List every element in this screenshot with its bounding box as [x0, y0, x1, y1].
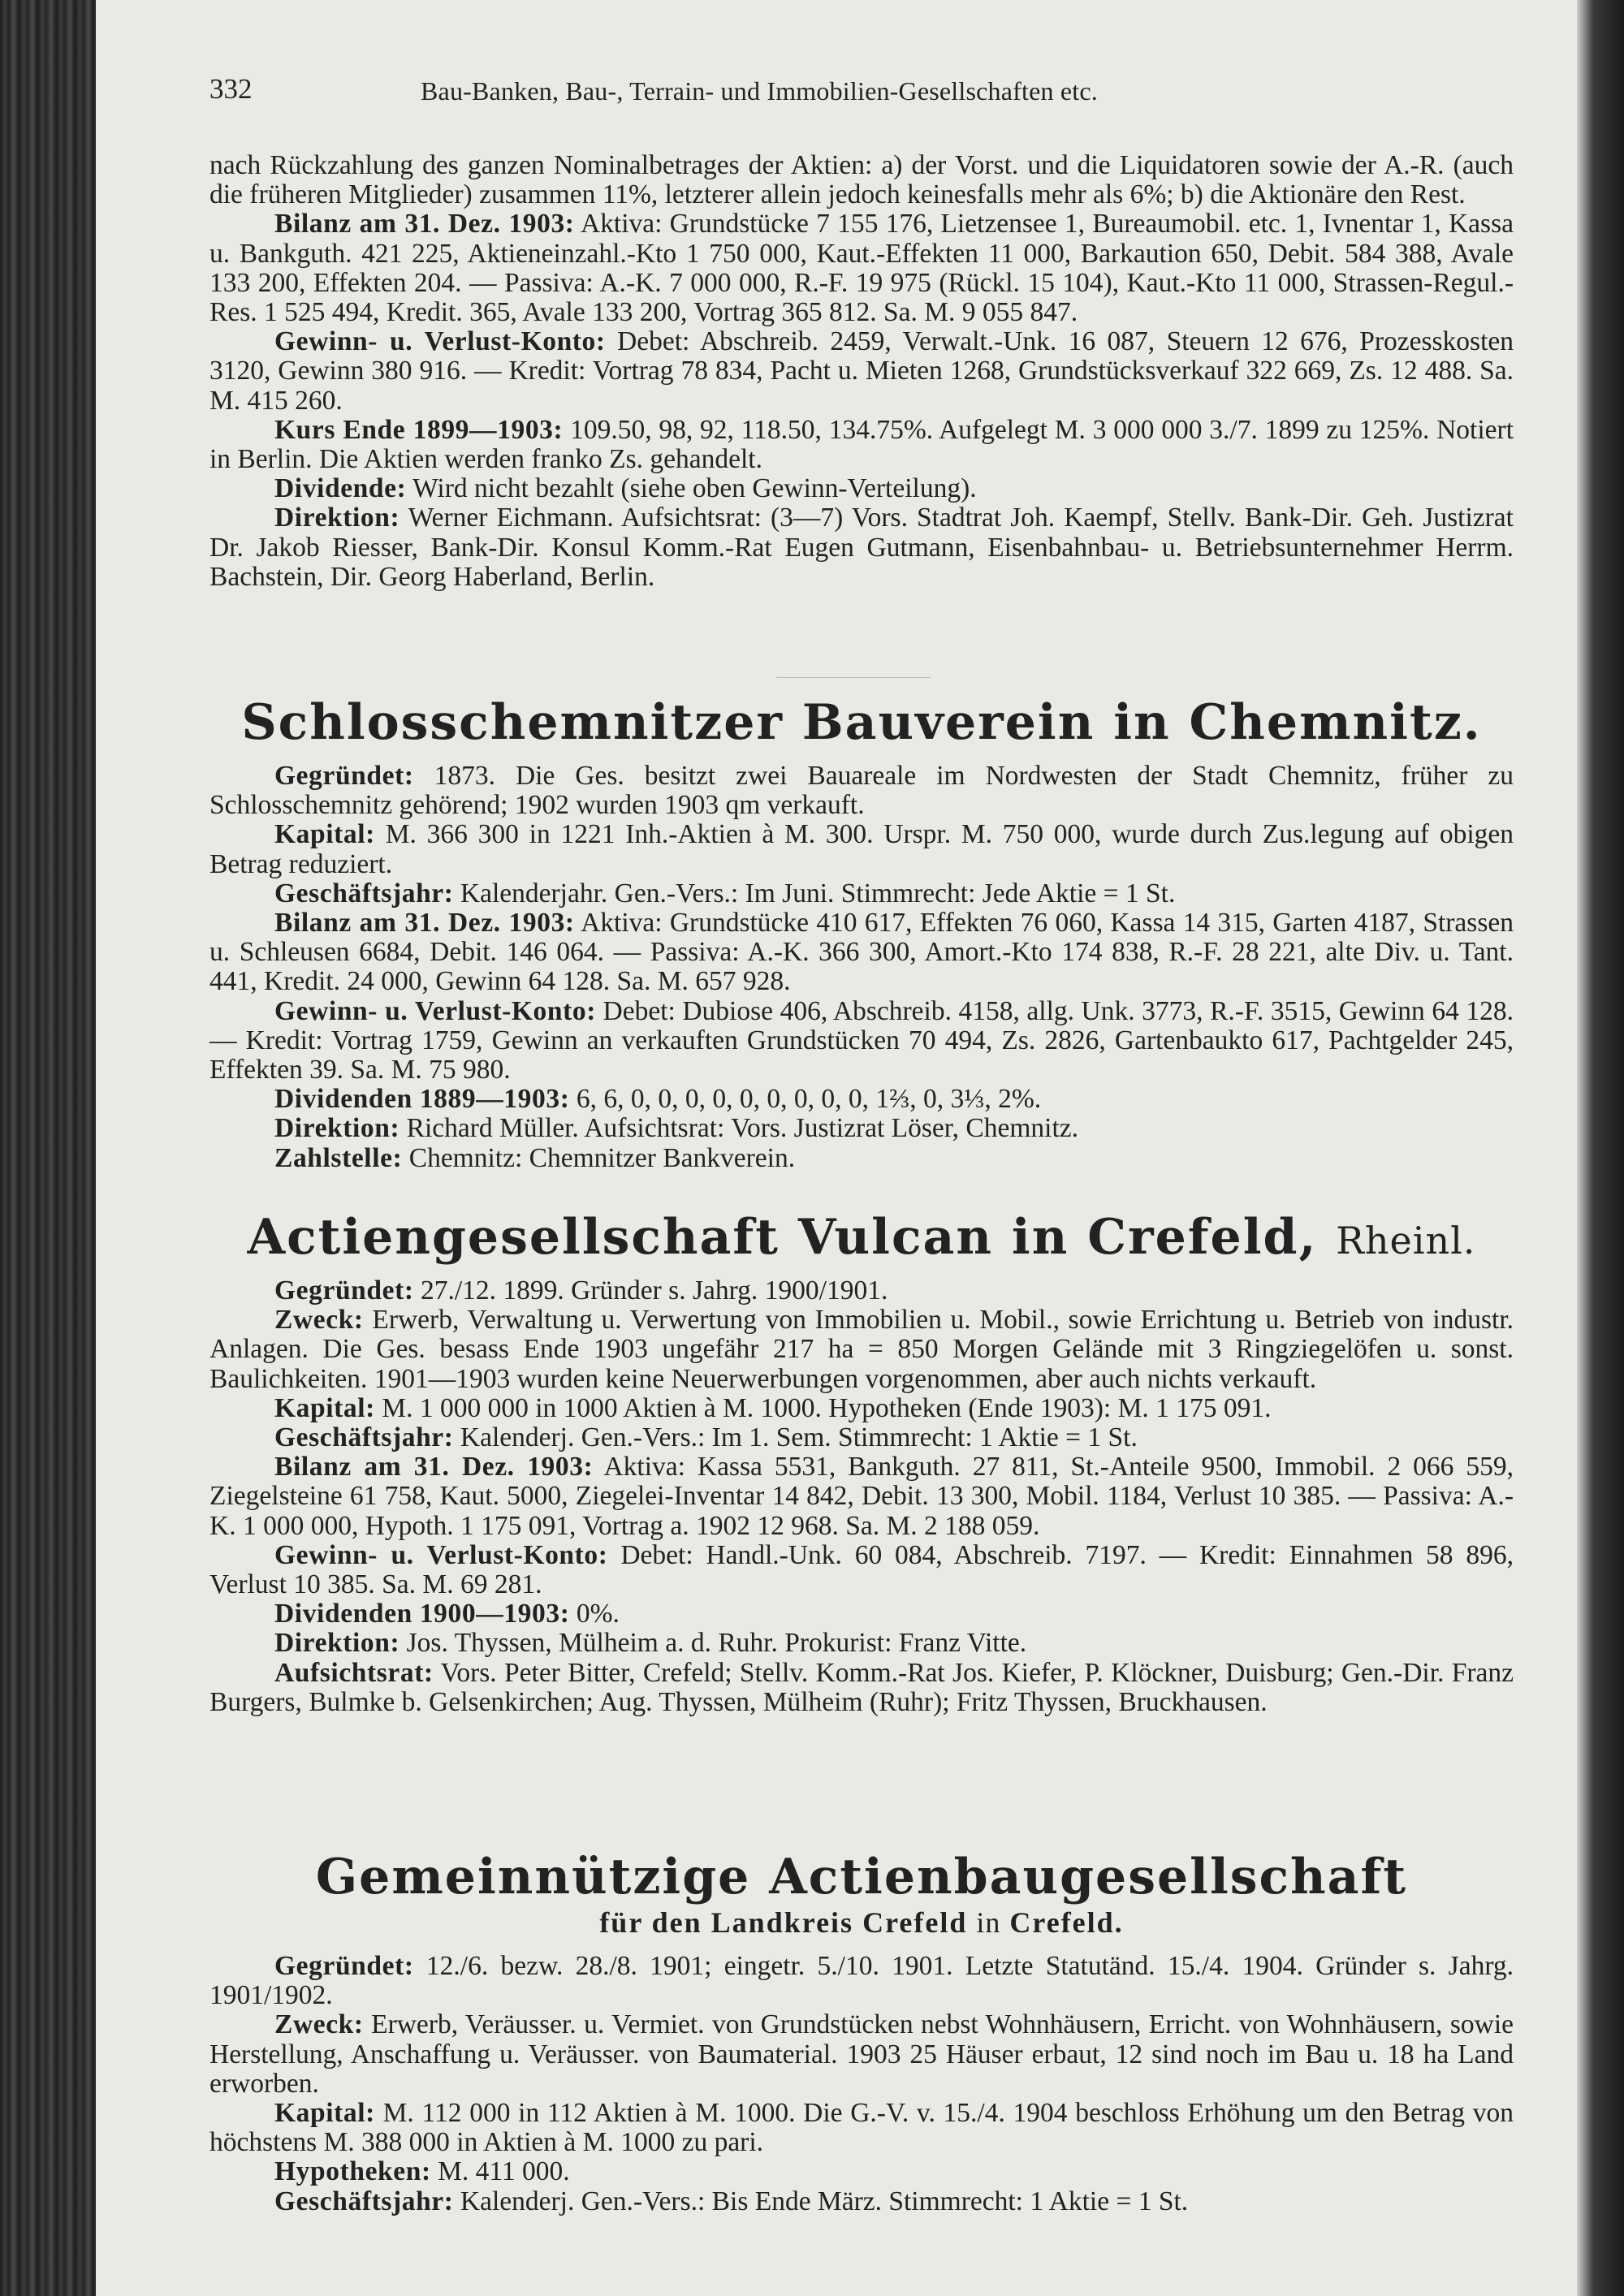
paragraph-text: Debet: Dubiose 406, Abschreib. 4158, allg. Unk. 3773, R.-F. 3515, Gewinn 64 128. — Kredit: Vortrag 1759, Gewinn an verkauften Grundstücken 70 494, Zs. 2826, Gartenbaukto 617, Pachtgelder 245, Effekten 39. Sa. M. 75 980.	[209, 995, 1514, 1085]
paragraph-text: 12./6. bezw. 28./8. 1901; eingetr. 5./10. 1901. Letzte Statutänd. 15./4. 1904. Gründer s. Jahrg. 1901/1902.	[209, 1951, 1514, 2011]
paragraph-text: M. 112 000 in 112 Aktien à M. 1000. Die G.-V. v. 15./4. 1904 beschloss Erhöhung um den Betrag von höchstens M. 388 000 in Aktien à M. 1000 zu pari.	[209, 2098, 1514, 2158]
paragraph	[209, 1276, 1514, 1306]
paragraph-label: Direktion:	[274, 503, 400, 533]
paragraph-label: Dividende:	[274, 473, 407, 504]
paragraph	[209, 209, 1514, 327]
paragraph-label: Direktion:	[274, 1113, 400, 1144]
paragraph-text: 109.50, 98, 92, 118.50, 134.75%. Aufgelegt M. 3 000 000 3./7. 1899 zu 125%. Notiert in Berlin. Die Aktien werden franko Zs. gehandelt.	[209, 414, 1514, 475]
paragraph	[209, 1144, 1514, 1173]
paragraph	[209, 474, 1514, 503]
paragraph-label: Kapital:	[274, 819, 375, 850]
section-gemeinnuetzige	[209, 1952, 1514, 2216]
paragraph-label: Gegründet:	[274, 1275, 414, 1306]
company-title: Schlosschemnitzer Bauverein in Chemnitz.	[241, 694, 1482, 751]
section-divider	[776, 677, 931, 678]
paragraph-label: Bilanz am 31. Dez. 1903:	[274, 908, 575, 939]
paragraph-label: Kurs Ende 1899—1903:	[274, 414, 564, 445]
paragraph	[209, 1114, 1514, 1143]
paragraph	[209, 1394, 1514, 1423]
paragraph-label: Bilanz am 31. Dez. 1903:	[274, 1452, 594, 1482]
paragraph-text: M. 411 000.	[438, 2156, 570, 2187]
paragraph-label: Geschäftsjahr:	[274, 2186, 454, 2216]
paragraph	[209, 416, 1514, 474]
paragraph-text: Debet: Handl.-Unk. 60 084, Abschreib. 7197. — Kredit: Einnahmen 58 896, Verlust 10 385. Sa. M. 69 281.	[209, 1539, 1514, 1600]
paragraph-label: Dividenden 1889—1903:	[274, 1084, 570, 1115]
paragraph	[209, 151, 1514, 209]
paragraph-text: Debet: Abschreib. 2459, Verwalt.-Unk. 16 087, Steuern 12 676, Prozesskosten 3120, Gewinn 380 916. — Kredit: Vortrag 78 834, Pacht u. Mieten 1268, Grundstücksverkauf 322 669, Zs. 12 488. Sa. M. 415 260.	[209, 326, 1514, 416]
paragraph	[209, 2157, 1514, 2186]
paragraph-text: 0%.	[576, 1599, 620, 1629]
company-title-name: Actiengesellschaft Vulcan in Crefeld,	[247, 1209, 1318, 1266]
paragraph-text: Richard Müller. Aufsichtsrat: Vors. Justizrat Löser, Chemnitz.	[406, 1113, 1078, 1144]
paragraph	[209, 503, 1514, 592]
paragraph-label: Gewinn- u. Verlust-Konto:	[274, 995, 596, 1026]
paragraph-text: Kalenderjahr. Gen.-Vers.: Im Juni. Stimmrecht: Jede Aktie = 1 St.	[460, 878, 1176, 908]
paragraph-label: Gewinn- u. Verlust-Konto:	[274, 326, 606, 357]
paragraph-text: M. 1 000 000 in 1000 Aktien à M. 1000. Hypotheken (Ende 1903): M. 1 175 091.	[382, 1392, 1272, 1423]
paragraph	[209, 2187, 1514, 2216]
paragraph-text: Werner Eichmann. Aufsichtsrat: (3—7) Vors. Stadtrat Joh. Kaempf, Stellv. Bank-Dir. Geh. Justizrat Dr. Jakob Riesser, Bank-Dir. Konsul Komm.-Rat Eugen Gutmann, Eisenbahnbau- u. Betriebsunternehmer Herrm. Bachstein, Dir. Georg Haberland, Berlin.	[209, 503, 1514, 592]
paragraph	[209, 2010, 1514, 2099]
company-subtitle-place: Crefeld.	[1009, 1906, 1124, 1939]
paragraph	[209, 820, 1514, 878]
paragraph-label: Gegründet:	[274, 761, 414, 791]
section-continuation	[209, 151, 1514, 592]
paragraph-text: Kalenderj. Gen.-Vers.: Bis Ende März. Stimmrecht: 1 Aktie = 1 St.	[460, 2186, 1189, 2216]
section-vulcan	[209, 1276, 1514, 1717]
paragraph-text: 27./12. 1899. Gründer s. Jahrg. 1900/1901.	[421, 1275, 888, 1306]
paragraph-label: Zweck:	[274, 2009, 364, 2040]
paragraph-text: Aktiva: Grundstücke 7 155 176, Lietzensee 1, Bureaumobil. etc. 1, Ivnentar 1, Kassa u. Bankguth. 421 225, Aktieneinzahl.-Kto 1 750 000, Kaut.-Effekten 11 000, Barkaution 650, Debit. 584 388, Avale 133 200, Effekten 204. — Passiva: A.-K. 7 000 000, R.-F. 19 975 (Rückl. 15 104), Kaut.-Kto 11 000, Strassen-Regul.-Res. 1 525 494, Kredit. 365, Avale 133 200, Vortrag 365 812. Sa. M. 9 055 847.	[209, 209, 1514, 328]
scan-right-edge	[1577, 0, 1624, 2296]
running-header	[209, 75, 1460, 110]
page-number: 332	[209, 73, 253, 105]
company-subtitle-in: in	[976, 1906, 1001, 1939]
paragraph	[209, 879, 1514, 908]
paragraph	[209, 327, 1514, 416]
company-title	[209, 1208, 1514, 1270]
paragraph-text: Jos. Thyssen, Mülheim a. d. Ruhr. Prokurist: Franz Vitte.	[406, 1628, 1027, 1659]
paragraph-label: Gewinn- u. Verlust-Konto:	[274, 1539, 608, 1570]
paragraph-label: Zahlstelle:	[274, 1142, 403, 1173]
company-subtitle	[209, 1906, 1514, 1939]
paragraph-label: Zweck:	[274, 1305, 364, 1336]
paragraph-text: Erwerb, Verwaltung u. Verwertung von Immobilien u. Mobil., sowie Errichtung u. Betrieb von industr. Anlagen. Die Ges. besass Ende 1903 ungefähr 217 ha = 850 Morgen Gelände mit 3 Ringziegelöfen u. sonst. Baulichkeiten. 1901—1903 wurden keine Neuerwerbungen vorgenommen, aber auch nichts verkauft.	[209, 1305, 1514, 1394]
paragraph-label: Direktion:	[274, 1628, 400, 1659]
paragraph	[209, 1452, 1514, 1541]
paragraph-label: Aufsichtsrat:	[274, 1657, 434, 1688]
paragraph-text: Aktiva: Kassa 5531, Bankguth. 27 811, St.-Anteile 9500, Immobil. 2 066 559, Ziegelsteine 61 758, Kaut. 5000, Ziegelei-Inventar 14 842, Debit. 13 300, Mobil. 1184, Verlust 10 385. — Passiva: A.-K. 1 000 000, Hypoth. 1 175 091, Vortrag a. 1902 12 968. Sa. M. 2 188 059.	[209, 1452, 1514, 1541]
paragraph	[209, 1629, 1514, 1658]
paragraph-text: 1873. Die Ges. besitzt zwei Bauareale im Nordwesten der Stadt Chemnitz, früher zu Schlosschemnitz gehörend; 1902 wurden 1903 qm verkauft.	[209, 761, 1514, 821]
paragraph-text: Erwerb, Veräusser. u. Vermiet. von Grundstücken nebst Wohnhäusern, Erricht. von Wohnhäusern, sowie Herstellung, Anschaffung u. Veräusser. von Baumaterial. 1903 25 Häuser erbaut, 12 sind noch im Bau u. 18 ha Land erworben.	[209, 2009, 1514, 2099]
paragraph-text: Vors. Peter Bitter, Crefeld; Stellv. Komm.-Rat Jos. Kiefer, P. Klöckner, Duisburg; Gen.-Dir. Franz Burgers, Bulmke b. Gelsenkirchen; Aug. Thyssen, Mülheim (Ruhr); Fritz Thyssen, Bruckhausen.	[209, 1657, 1514, 1717]
paragraph	[209, 908, 1514, 997]
paragraph-label: Bilanz am 31. Dez. 1903:	[274, 209, 575, 240]
paragraph	[209, 1952, 1514, 2010]
paragraph	[209, 2099, 1514, 2157]
paragraph-text: nach Rückzahlung des ganzen Nominalbetrages der Aktien: a) der Vorst. und die Liquidatoren sowie der A.-R. (auch die früheren Mitglieder) zusammen 11%, letzterer allein jedoch keinesfalls mehr als 6%; b) die Aktionäre den Rest.	[209, 150, 1514, 210]
paragraph	[209, 762, 1514, 820]
paragraph-text: M. 366 300 in 1221 Inh.-Aktien à M. 300. Urspr. M. 750 000, wurde durch Zus.legung auf obigen Betrag reduziert.	[209, 819, 1514, 879]
section-schlosschemnitzer	[209, 762, 1514, 1173]
scan-binding-edge	[0, 0, 96, 2296]
paragraph	[209, 1085, 1514, 1114]
paragraph	[209, 1423, 1514, 1452]
paragraph	[209, 997, 1514, 1085]
paragraph-label: Kapital:	[274, 1392, 375, 1423]
paragraph-text: Kalenderj. Gen.-Vers.: Im 1. Sem. Stimmrecht: 1 Aktie = 1 St.	[460, 1422, 1138, 1453]
paragraph-label: Dividenden 1900—1903:	[274, 1599, 570, 1629]
paragraph-text: Chemnitz: Chemnitzer Bankverein.	[408, 1142, 796, 1173]
paragraph-text: 6, 6, 0, 0, 0, 0, 0, 0, 0, 0, 0, 1⅔, 0, 3⅓, 2%.	[576, 1084, 1042, 1115]
paragraph-label: Geschäftsjahr:	[274, 1422, 454, 1453]
paragraph	[209, 1541, 1514, 1599]
paragraph	[209, 1306, 1514, 1394]
paragraph-label: Geschäftsjahr:	[274, 878, 454, 908]
paragraph-text: Wird nicht bezahlt (siehe oben Gewinn-Verteilung).	[412, 473, 977, 504]
company-title-region: Rheinl.	[1336, 1219, 1476, 1262]
running-title: Bau-Banken, Bau-, Terrain- und Immobilien-Gesellschaften etc.	[421, 76, 1098, 106]
paragraph-label: Kapital:	[274, 2098, 375, 2129]
company-subtitle-text: für den Landkreis Crefeld	[599, 1906, 968, 1939]
paragraph	[209, 1659, 1514, 1717]
paragraph	[209, 1599, 1514, 1629]
paragraph-text: Aktiva: Grundstücke 410 617, Effekten 76 060, Kassa 14 315, Garten 4187, Strassen u. Schleusen 6684, Debit. 146 064. — Passiva: A.-K. 366 300, Amort.-Kto 174 838, R.-F. 28 221, alte Div. u. Tant. 441, Kredit. 24 000, Gewinn 64 128. Sa. M. 657 928.	[209, 908, 1514, 997]
company-title: Gemeinnützige Actienbaugesellschaft	[315, 1849, 1408, 1905]
paragraph-label: Hypotheken:	[274, 2156, 431, 2187]
paragraph-label: Gegründet:	[274, 1951, 414, 1981]
